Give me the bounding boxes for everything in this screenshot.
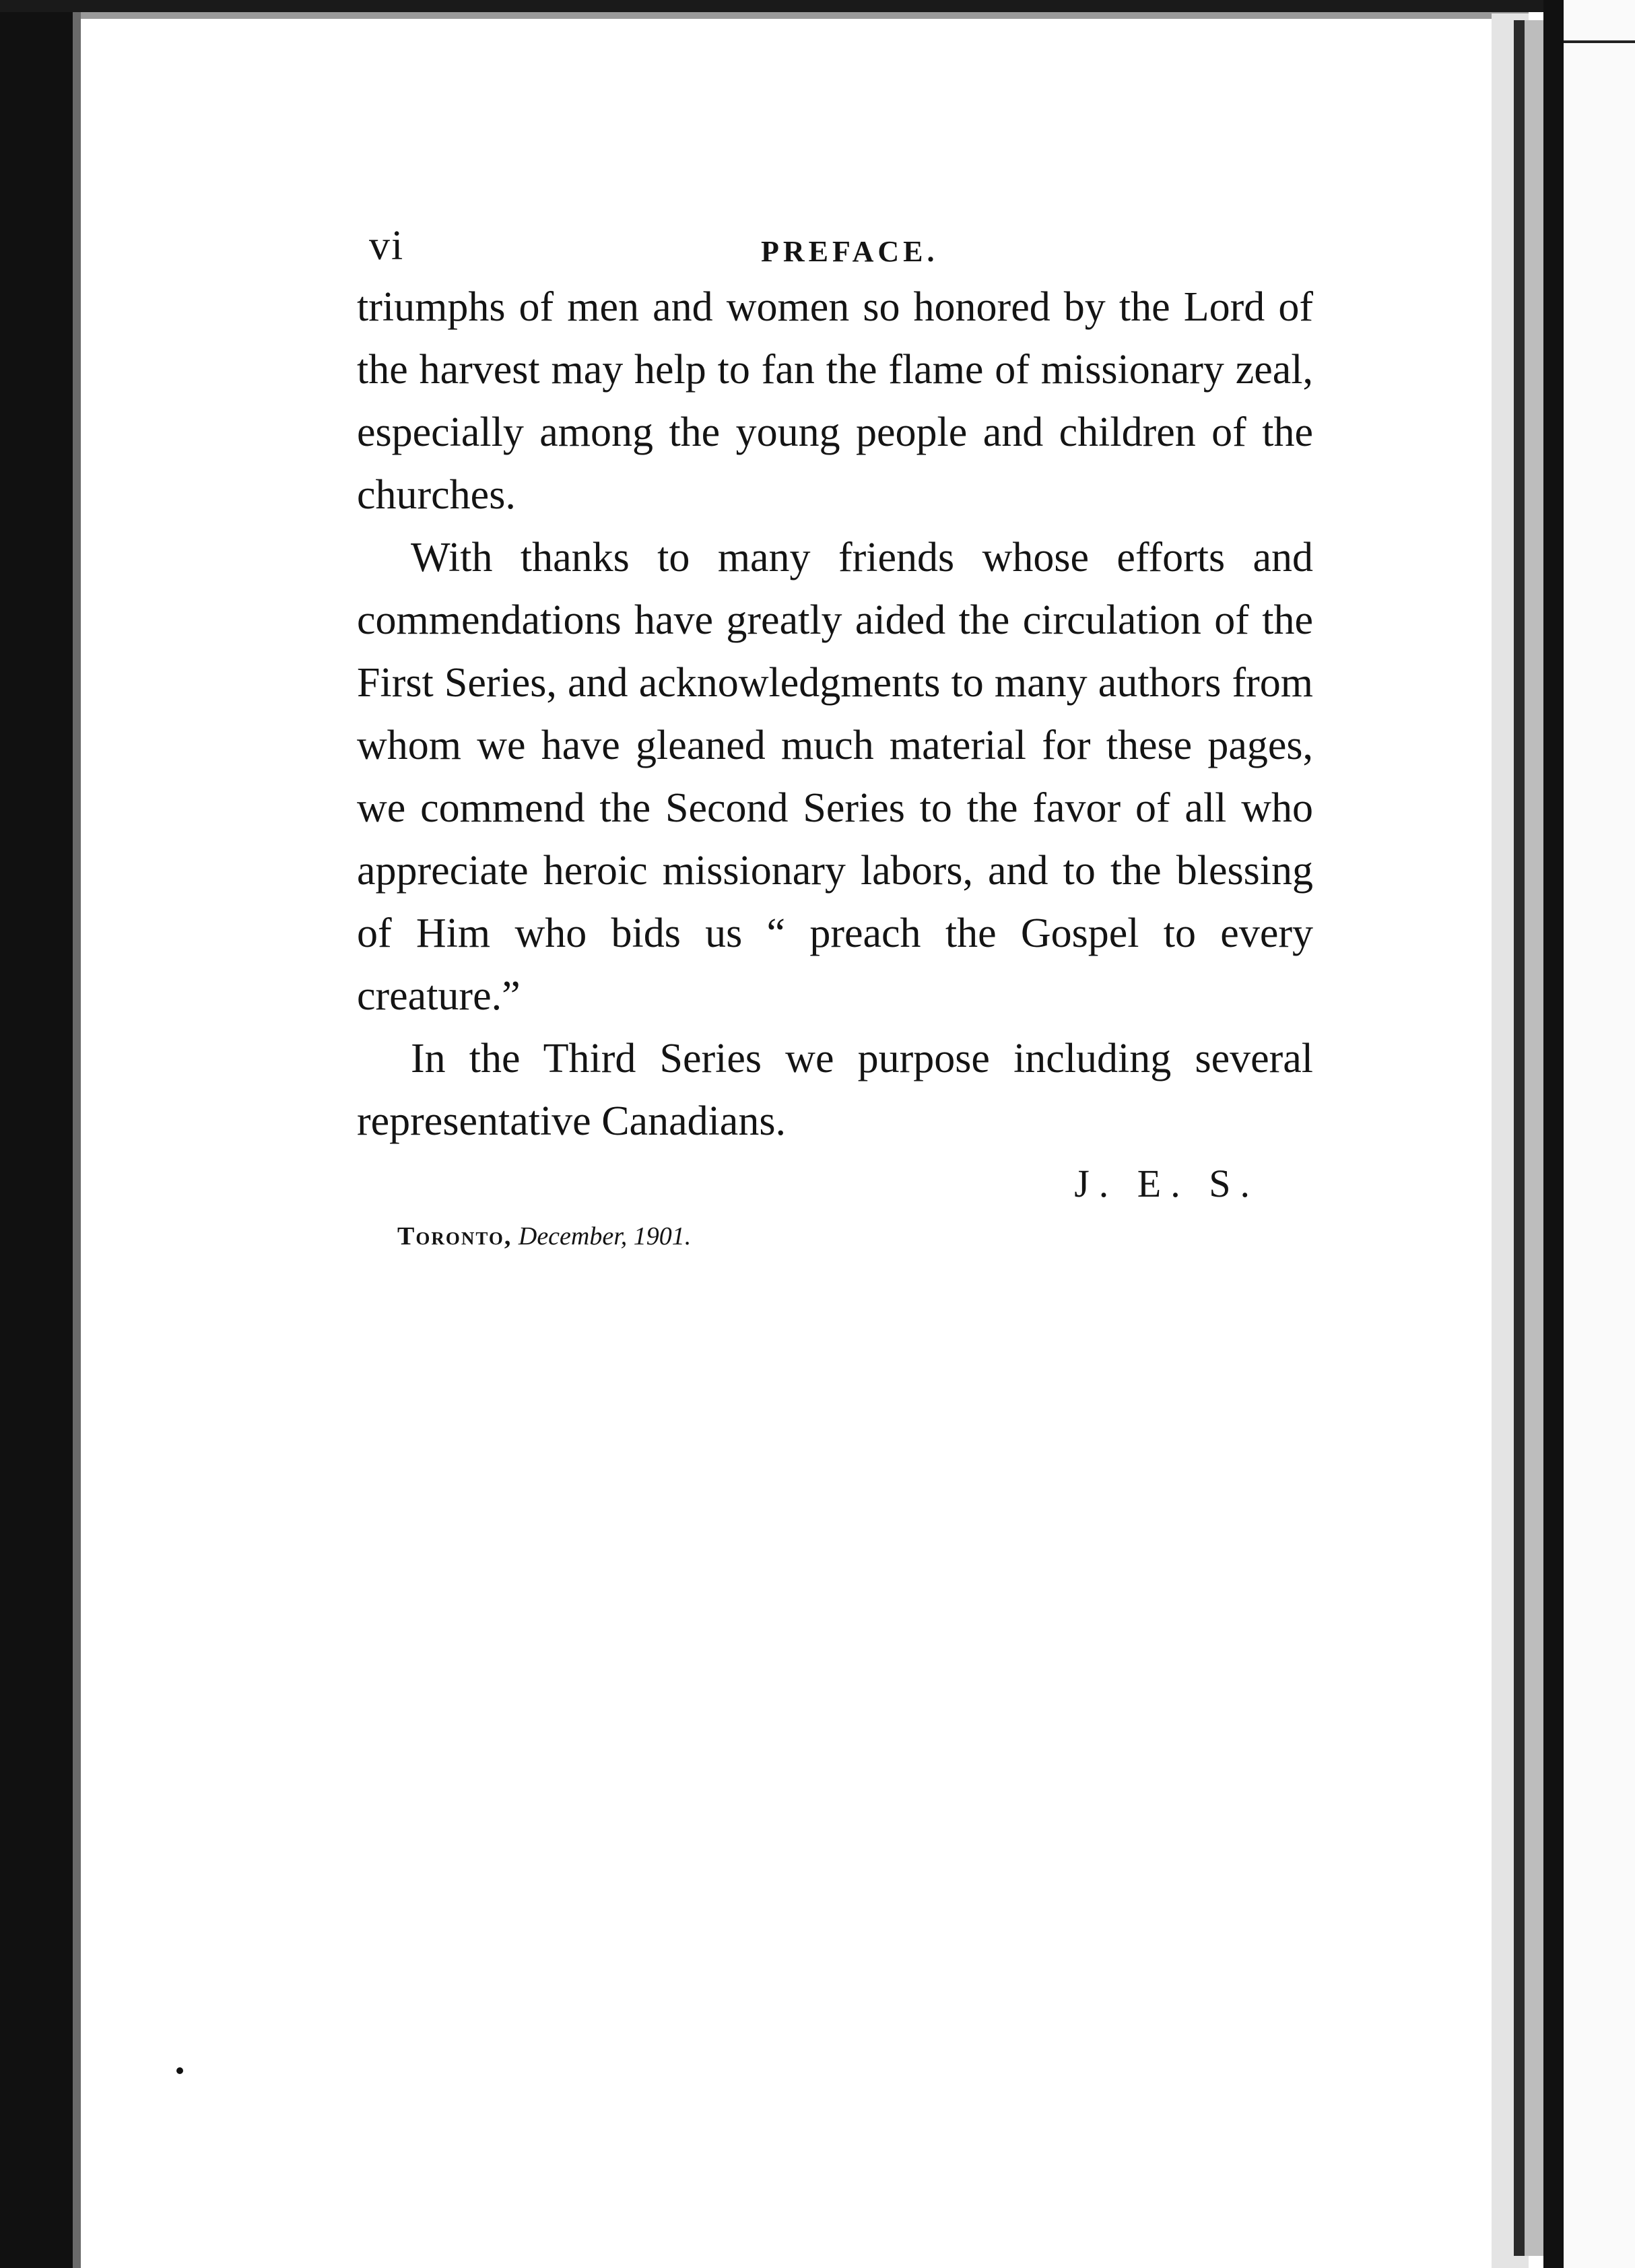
facing-page-rule	[1564, 40, 1635, 43]
page-text-block	[357, 222, 1313, 1257]
author-initials: J. E. S.	[1074, 1162, 1259, 1205]
left-edge-shadow	[73, 0, 81, 2268]
running-head	[357, 222, 1313, 276]
right-page-stack	[1525, 20, 1543, 2256]
page-number: vi	[369, 223, 405, 269]
top-edge-shadow	[81, 12, 1529, 19]
running-head-title: PREFACE.	[761, 235, 939, 268]
paragraph-thanks: With thanks to many friends whose efforts and commendations have greatly aided the circulation of the First Series, and acknowledgments to many authors from whom we have gleaned much material for these pages, we commend the Second Series to the favor of all who appreciate heroic missionary labors, and to the blessing of Him who bids us “ preach the Gospel to every creature.”	[357, 535, 1313, 1019]
paragraph-third-series: In the Third Series we purpose including several representative Canadians.	[357, 1036, 1313, 1144]
paragraph-continuation: triumphs of men and women so honored by the Lord of the harvest may help to fan the flame of missionary zeal, especially among the young people and children of the churches.	[357, 284, 1313, 518]
top-scan-border	[0, 0, 1635, 12]
scan-speck	[176, 2067, 183, 2074]
right-book-edge	[1543, 0, 1564, 2268]
dateline-date: December, 1901.	[518, 1222, 692, 1250]
left-book-edge	[0, 0, 81, 2268]
right-page-stack-line	[1514, 20, 1525, 2256]
dateline-place: Toronto,	[397, 1222, 512, 1250]
dateline	[357, 1216, 1313, 1257]
facing-page-strip	[1564, 0, 1635, 2268]
